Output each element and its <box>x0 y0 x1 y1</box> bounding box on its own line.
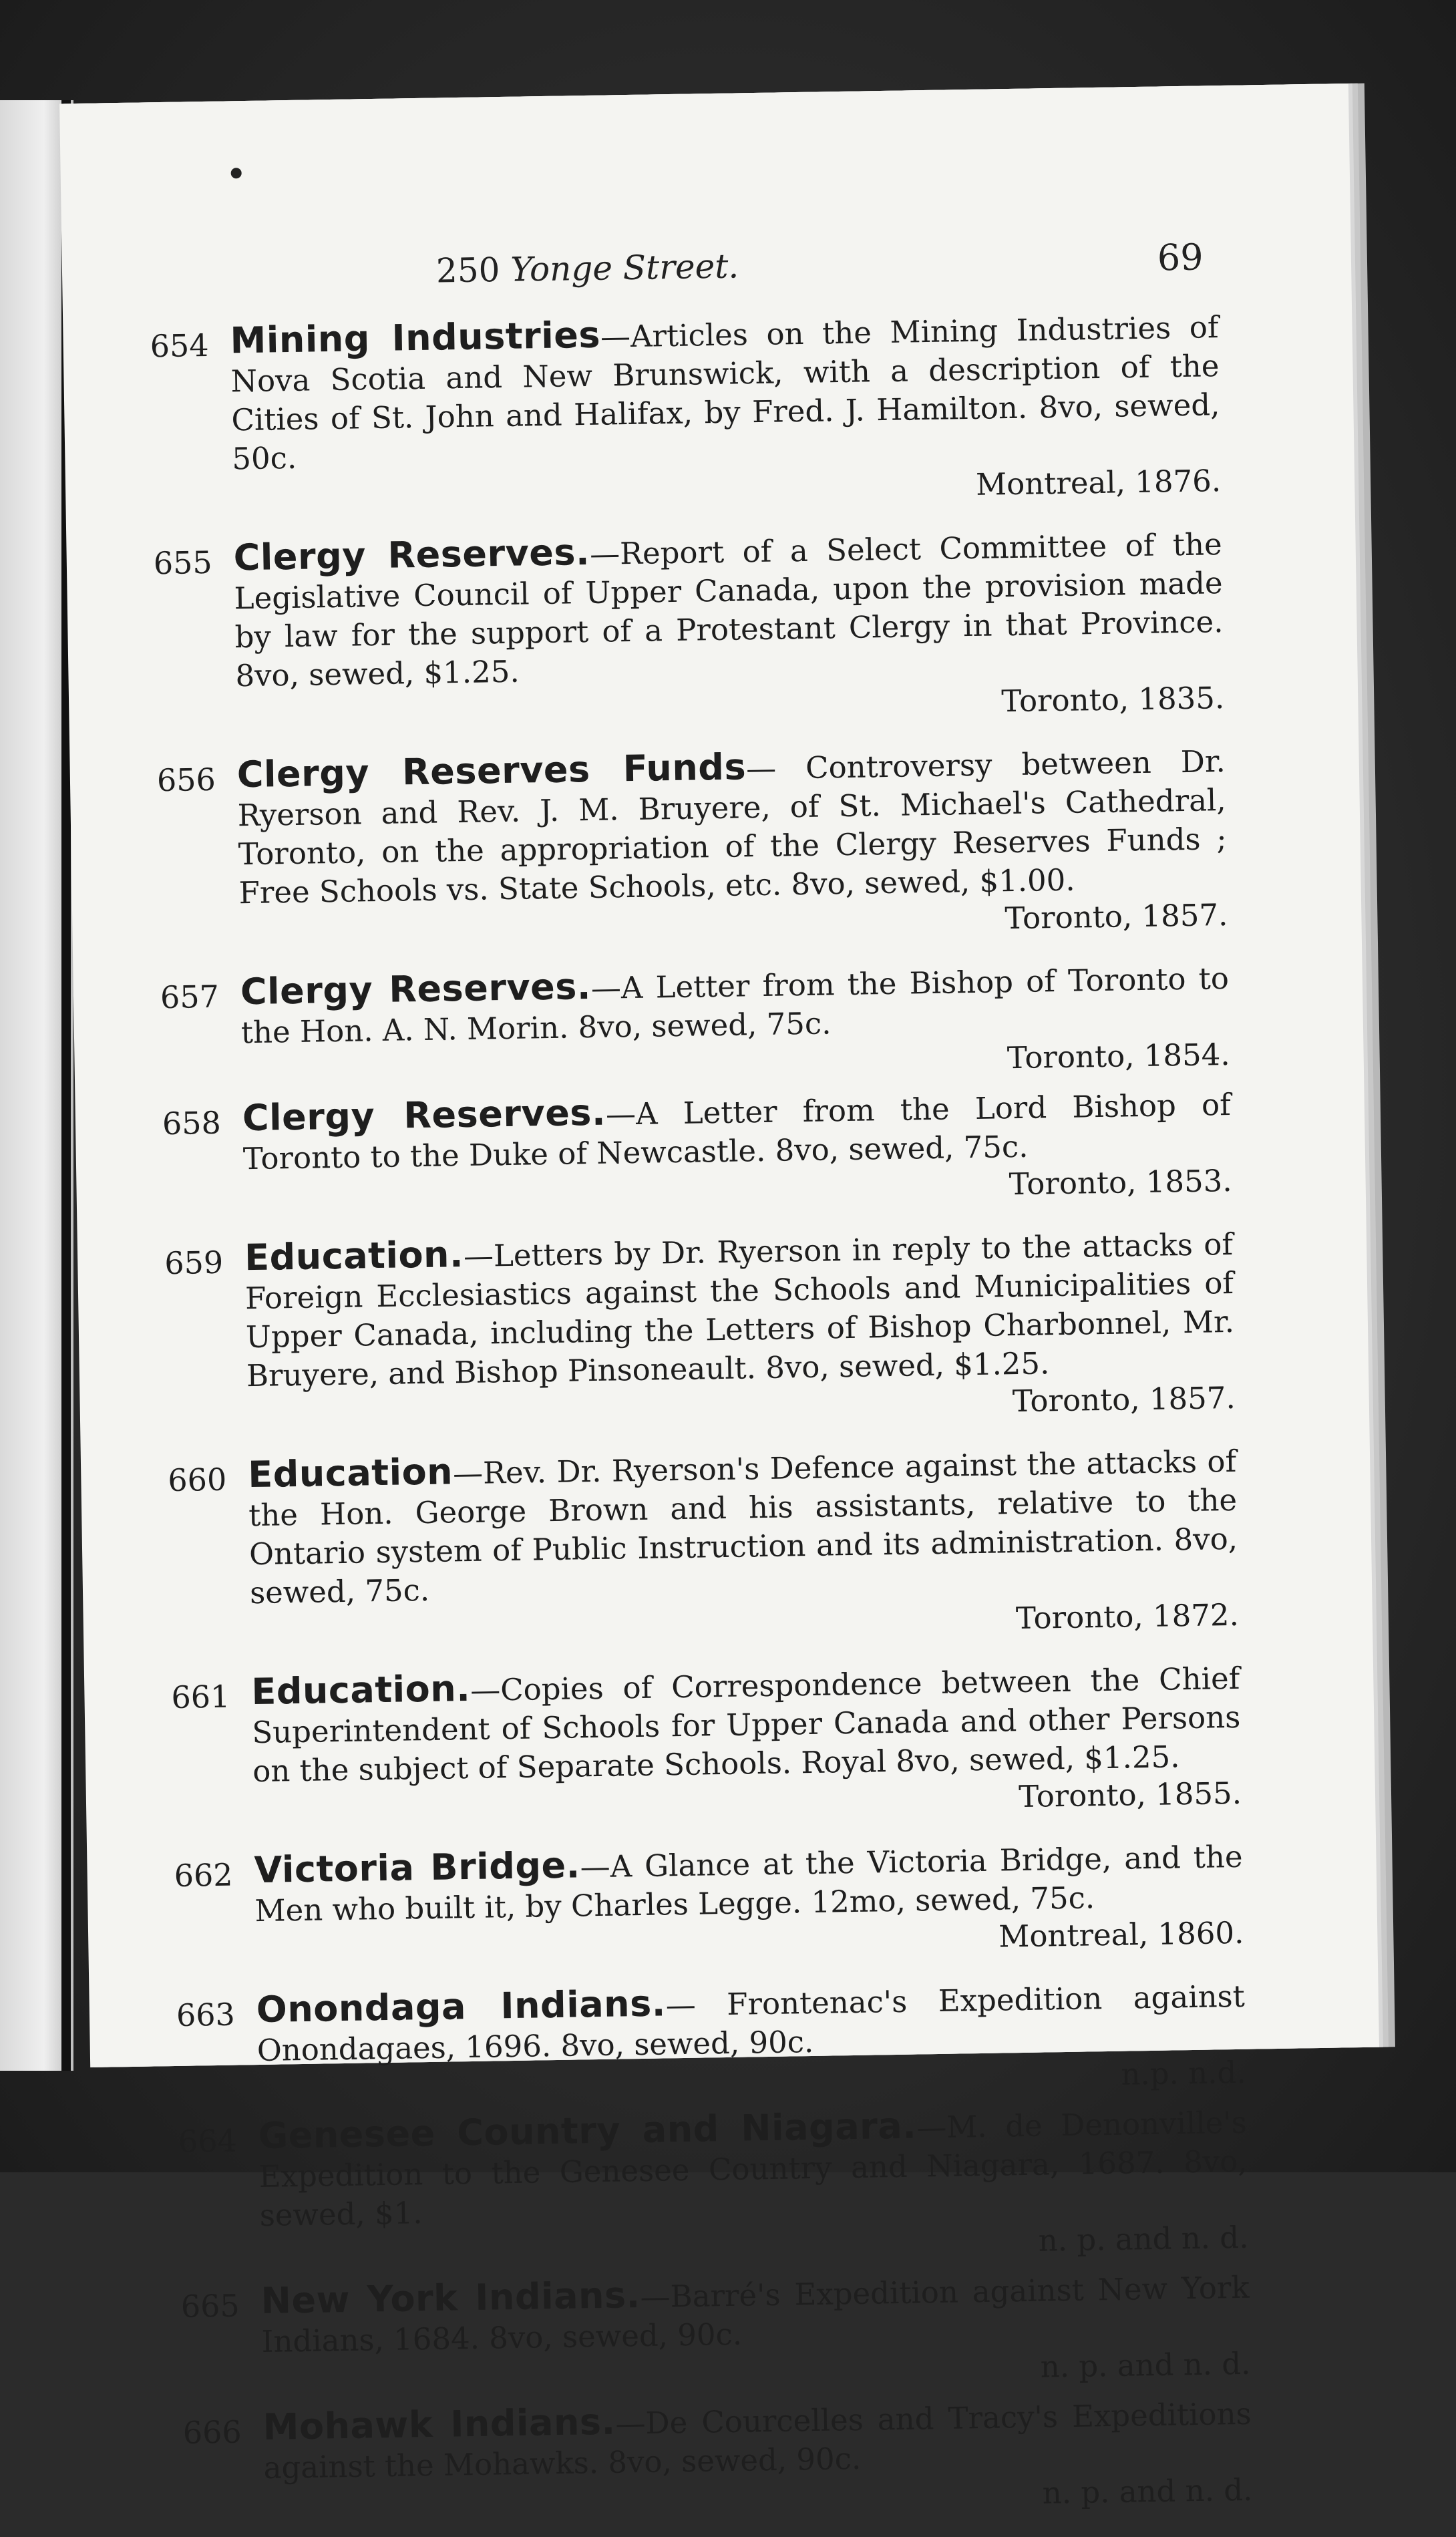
catalogue-entry <box>174 1836 1244 1969</box>
entry-title: Clergy Reserves. <box>242 1091 606 1140</box>
book-page <box>59 83 1379 2511</box>
entry-imprint: Toronto, 1857. <box>1012 1379 1236 1419</box>
entry-number: 654 <box>150 327 209 365</box>
entry-imprint: n. p. and n. d. <box>1040 2345 1251 2385</box>
entry-description: —A Letter from the Bishop of Toronto to the Hon. A. N. Morin. 8vo, sewed, 75c. <box>240 961 1230 1051</box>
entry-number: 661 <box>171 1678 230 1715</box>
entry-title: Education. <box>250 1667 471 1713</box>
entry-number: 665 <box>180 2287 240 2325</box>
entry-description: —Rev. Dr. Ryerson's Defence against the attacks of the Hon. George Brown and his assistants, relative to the Ontario system of Public Instruction and its administration. 8vo, sewed, 75c. <box>248 1443 1238 1611</box>
running-head <box>436 246 739 290</box>
entry-imprint: Toronto, 1855. <box>1018 1775 1242 1815</box>
page-number: 69 <box>1157 236 1204 279</box>
entry-number: 662 <box>174 1856 233 1894</box>
entry-title: Mining Industries <box>230 313 601 362</box>
entry-title: Genesee Country and Niagara. <box>258 2104 917 2158</box>
entry-title: Onondaga Indians. <box>256 1982 667 2031</box>
entry-imprint: Toronto, 1853. <box>1009 1162 1232 1202</box>
catalogue-entry <box>164 1223 1236 1434</box>
catalogue-entry <box>176 1975 1246 2109</box>
running-head-number: 250 <box>435 250 500 291</box>
entry-imprint: Toronto, 1835. <box>1001 680 1225 719</box>
ink-dot <box>231 168 242 178</box>
entry-number: 659 <box>164 1244 224 1282</box>
entry-imprint: Toronto, 1857. <box>1005 897 1228 937</box>
entry-number: 658 <box>162 1104 222 1142</box>
entry-description: —De Courcelles and Tracy's Expeditions against the Mohawks. 8vo, sewed, 90c. <box>263 2395 1252 2486</box>
entry-description: — Frontenac's Expedition against Onondagaes, 1696. 8vo, sewed, 90c. <box>256 1978 1246 2069</box>
entry-title: Education <box>247 1450 453 1496</box>
entry-title: Clergy Reserves. <box>240 965 592 1013</box>
entry-title: New York Indians. <box>260 2274 641 2323</box>
entry-number: 666 <box>182 2413 242 2451</box>
entry-description: —Letters by Dr. Ryerson in reply to the attacks of Foreign Ecclesiastics against the Schools and Municipalities of Upper Canada, including the Letters of Bishop Charbonnel, Mr. Bruyere, and Bishop Pinsoneault. 8vo, sewed, $1.25. <box>244 1226 1235 1394</box>
entry-description: —Barré's Expedition against New York Indians, 1684. 8vo, sewed, 90c. <box>261 2269 1250 2359</box>
catalogue-entry <box>178 2101 1248 2274</box>
catalogue-entry <box>168 1440 1239 1651</box>
entry-description: — Controversy between Dr. Ryerson and Rev. J. M. Bruyere, of St. Michael's Cathedral, Toronto, on the appropriation of the Clergy Reserves Funds ; Free Schools vs. State Schools, etc. 8vo, sewed, $1.00. <box>237 743 1227 911</box>
entry-description: —Articles on the Mining Industries of Nova Scotia and New Brunswick, with a description of the Cities of St. John and Halifax, by Fred. J. Hamilton. 8vo, sewed, 50c. <box>230 309 1220 477</box>
entry-title: Education. <box>244 1233 464 1279</box>
entry-number: 657 <box>160 978 220 1016</box>
entry-imprint: n.p. n.d. <box>1121 2054 1246 2092</box>
entry-number: 656 <box>156 761 216 799</box>
entry-description: —M. de Denonville's Expedition to the Genesee Country and Niagara, 1687. 8vo, sewed, $1. <box>258 2104 1248 2234</box>
entry-title: Clergy Reserves. <box>233 530 590 579</box>
entry-title: Victoria Bridge. <box>254 1844 581 1892</box>
catalogue-entry <box>153 523 1224 734</box>
entry-description: —Copies of Correspondence between the Chief Superintendent of Schools for Upper Canada and other Persons on the subject of Separate Schools. Royal 8vo, sewed, $1.25. <box>251 1660 1241 1790</box>
entry-imprint: Toronto, 1872. <box>1015 1596 1240 1637</box>
entry-number: 663 <box>176 1996 236 2033</box>
entry-imprint: n. p. and n. d. <box>1042 2472 1253 2511</box>
catalogue-entry <box>171 1657 1242 1830</box>
catalogue-entry <box>160 957 1231 1091</box>
entry-description: —Report of a Select Committee of the Legislative Council of Upper Canada, upon the provision made by law for the support of a Protestant Clergy in that Province. 8vo, sewed, $1.25. <box>234 526 1224 694</box>
entry-imprint: n. p. and n. d. <box>1038 2219 1249 2258</box>
entry-number: 664 <box>178 2122 238 2160</box>
entry-imprint: Toronto, 1854. <box>1007 1036 1231 1076</box>
entry-title: Clergy Reserves Funds <box>236 745 747 796</box>
catalogue-entry <box>162 1083 1232 1217</box>
catalogue-entry <box>156 740 1228 951</box>
entry-imprint: Montreal, 1876. <box>975 463 1222 502</box>
entry-description: —A Letter from the Lord Bishop of Toronto to the Duke of Newcastle. 8vo, sewed, 75c. <box>242 1086 1232 1177</box>
catalogue-entry <box>150 306 1221 517</box>
running-head-street: Yonge Street. <box>510 246 739 289</box>
entry-title: Mohawk Indians. <box>262 2400 616 2448</box>
catalogue-entries <box>150 306 1253 2536</box>
entry-description: —A Glance at the Victoria Bridge, and the Men who built it, by Charles Legge. 12mo, sewed, 75c. <box>254 1838 1243 1929</box>
entry-number: 660 <box>167 1461 227 1499</box>
catalogue-entry <box>182 2393 1253 2526</box>
entry-number: 655 <box>153 544 213 582</box>
entry-imprint: Montreal, 1860. <box>998 1914 1244 1955</box>
catalogue-entry <box>180 2266 1251 2400</box>
